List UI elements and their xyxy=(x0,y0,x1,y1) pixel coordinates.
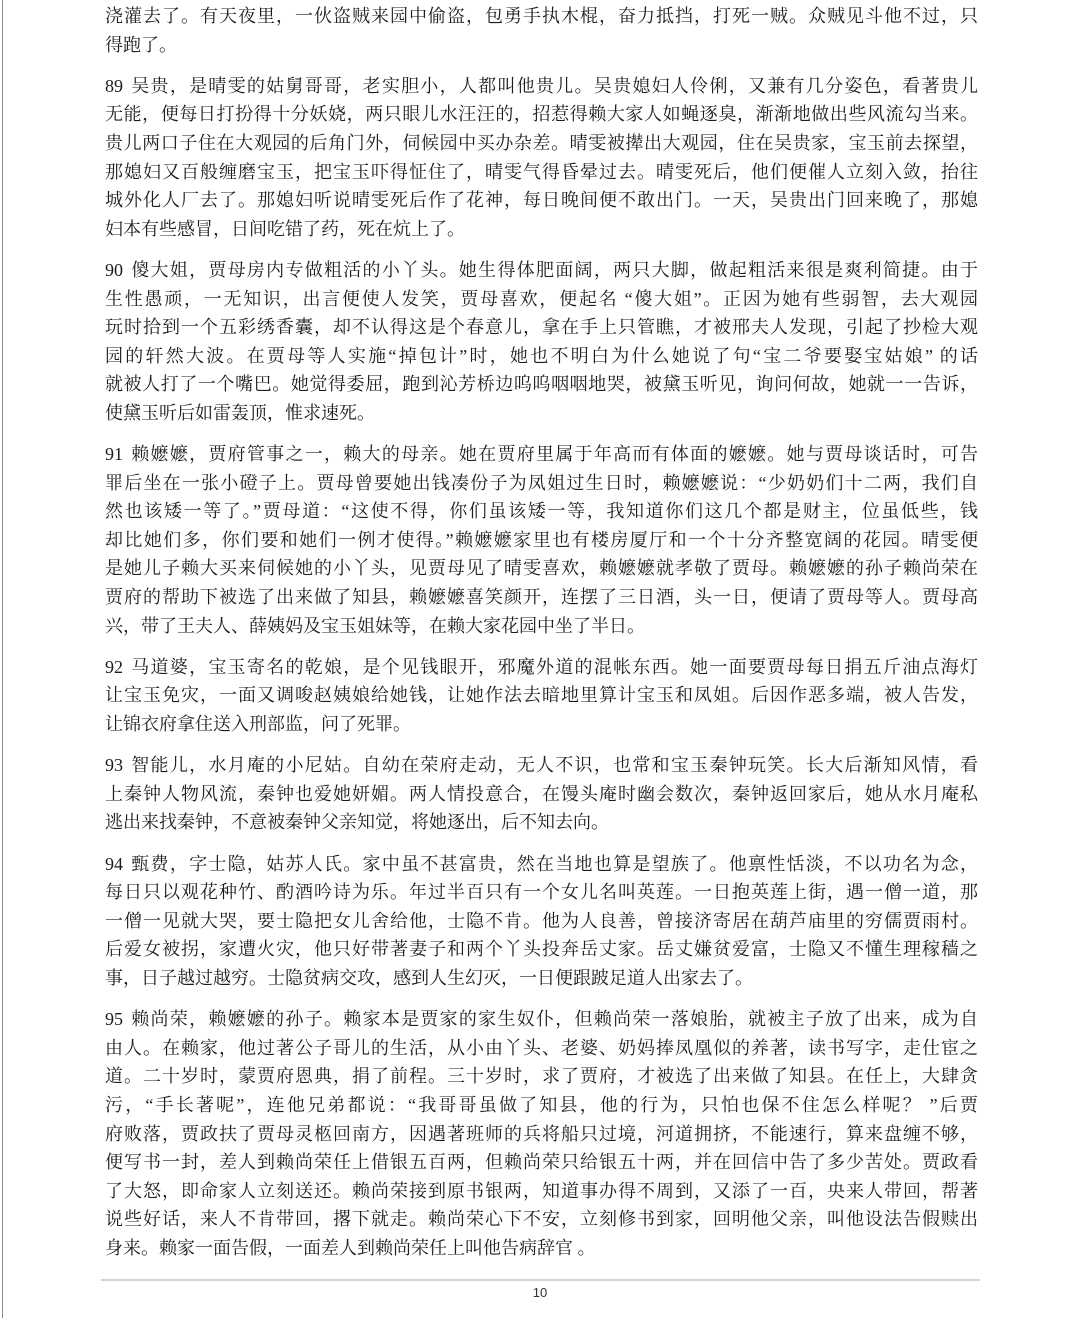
page-number: 10 xyxy=(532,1285,548,1300)
document-body xyxy=(105,2,978,1263)
entry-93 xyxy=(105,751,978,837)
text-line: 兴，带了王夫人、薛姨妈及宝玉姐妹等，在赖大家花园中坐了半日。 xyxy=(105,615,645,636)
text-line: 就被人打了一个嘴巴。她觉得委屈，跑到沁芳桥边呜呜咽咽地哭，被黛玉听见，询问何故，她就一一告诉， xyxy=(105,374,978,395)
text-line: 园的轩然大波。在贾母等人实施“掉包计”时，她也不明白为什么她说了句“宝二爷要娶宝姑娘” 的话 xyxy=(105,345,978,366)
text-line: 是她儿子赖大买来伺候她的小丫头，见贾母见了晴雯喜欢，赖嬷嬷就孝敬了贾母。赖嬷嬷的孙子赖尚荣在 xyxy=(105,558,978,579)
entry-94 xyxy=(105,850,978,993)
text-line: 无能，便每日打扮得十分妖娆，两只眼儿水汪汪的，招惹得赖大家人如蝇逐臭，渐渐地做出些风流勾当来。 xyxy=(105,104,978,125)
text-line xyxy=(105,751,978,780)
entry-90 xyxy=(105,256,978,428)
text-line-content: 傻大姐，贾母房内专做粗活的小丫头。她生得体肥面阔，两只大脚，做起粗活来很是爽利简捷。由于 xyxy=(130,259,978,280)
text-line: 府败落，贾政扶了贾母灵柩回南方，因遇著班师的兵将船只过境，河道拥挤，不能速行，算来盘缠不够， xyxy=(105,1123,978,1144)
entry-number: 93 xyxy=(105,755,123,776)
text-line: 说些好话，来人不肯带回，撂下就走。赖尚荣心下不安，立刻修书到家，回明他父亲，叫他设法告假赎出 xyxy=(105,1209,978,1230)
entry-92 xyxy=(105,653,978,739)
text-line-content: 赖嬷嬷，贾府管事之一，赖大的母亲。她在贾府里属于年高而有体面的嬷嬷。她与贾母谈话时，可告 xyxy=(130,444,978,465)
text-line: 污，“手长著呢”，连他兄弟都说：“我哥哥虽做了知县，他的行为，只怕也保不住怎么样呢？ ”后贾 xyxy=(105,1094,978,1115)
text-line: 让宝玉免灾，一面又调唆赵姨娘给她钱，让她作法去暗地里算计宝玉和凤姐。后因作恶多端，被人告发， xyxy=(105,685,978,706)
text-line xyxy=(105,1005,978,1034)
text-line: 道。二十岁时，蒙贾府恩典，捐了前程。三十岁时，求了贾府，才被选了出来做了知县。在任上，大肆贪 xyxy=(105,1066,978,1087)
text-line: 让锦衣府拿住送入刑部监，问了死罪。 xyxy=(105,714,411,735)
text-line: 每日只以观花种竹、酌酒吟诗为乐。年过半百只有一个女儿名叫英莲。一日抱英莲上街，遇一僧一道，那 xyxy=(105,882,978,903)
text-line: 一僧一见就大哭，要士隐把女儿舍给他，士隐不肯。他为人良善，曾接济寄居在葫芦庙里的穷儒贾雨村。 xyxy=(105,910,978,931)
text-line xyxy=(105,653,978,682)
text-line: 玩时拾到一个五彩绣香囊，却不认得这是个春意儿，拿在手上只管瞧，才被邢夫人发现，引起了抄检大观 xyxy=(105,317,978,338)
text-line: 城外化人厂去了。那媳妇听说晴雯死后作了花神，每日晚间便不敢出门。一天，吴贵出门回来晚了，那媳 xyxy=(105,190,978,211)
text-line xyxy=(105,440,978,469)
text-line: 由人。在赖家，他过著公子哥儿的生活，从小由丫头、老婆、奶妈捧凤凰似的养著，读书写字，走仕宦之 xyxy=(105,1037,978,1058)
text-line xyxy=(105,72,978,101)
text-line: 便写书一封，差人到赖尚荣任上借银五百两，但赖尚荣只给银五十两，并在回信中告了多少苦处。贾政看 xyxy=(105,1152,978,1173)
entry-number: 91 xyxy=(105,444,123,465)
entry-number: 95 xyxy=(105,1009,123,1030)
entry-95 xyxy=(105,1005,978,1262)
text-line: 却比她们多，你们要和她们一例才使得。”赖嬷嬷家里也有楼房厦厅和一个十分齐整宽阔的花园。晴雯便 xyxy=(105,529,978,550)
text-line-content: 赖尚荣，赖嬷嬷的孙子。赖家本是贾家的家生奴仆，但赖尚荣一落娘胎，就被主子放了出来，成为自 xyxy=(130,1009,978,1030)
text-line: 生性愚顽，一无知识，出言便使人发笑，贾母喜欢，便起名 “傻大姐”。正因为她有些弱智，去大观园 xyxy=(105,288,978,309)
footer-divider xyxy=(101,1279,980,1281)
text-line-content: 马道婆，宝玉寄名的乾娘，是个见钱眼开，邪魔外道的混帐东西。她一面要贾母每日捐五斤油点海灯 xyxy=(130,656,978,677)
text-line: 贵儿两口子住在大观园的后角门外，伺候园中买办杂差。晴雯被撵出大观园，住在吴贵家，宝玉前去探望， xyxy=(105,132,978,153)
entry-89 xyxy=(105,72,978,244)
text-line xyxy=(105,256,978,285)
text-line: 那媳妇又百般缠磨宝玉，把宝玉吓得怔住了，晴雯气得昏晕过去。晴雯死后，他们便催人立刻入敛，抬往 xyxy=(105,161,978,182)
text-line-content: 甄费，字士隐，姑苏人氏。家中虽不甚富贵，然在当地也算是望族了。他禀性恬淡，不以功名为念， xyxy=(130,853,978,874)
text-line: 后爱女被拐，家遭火灾，他只好带著妻子和两个丫头投奔岳丈家。岳丈嫌贫爱富，士隐又不懂生理稼穑之 xyxy=(105,939,978,960)
text-line: 上秦钟人物风流，秦钟也爱她妍媚。两人情投意合，在馒头庵时幽会数次，秦钟返回家后，她从水月庵私 xyxy=(105,783,978,804)
text-line: 得跑了。 xyxy=(105,34,177,55)
page-edge xyxy=(2,0,3,1318)
text-line: 浇灌去了。有天夜里，一伙盗贼来园中偷盗，包勇手执木棍，奋力抵挡，打死一贼。众贼见斗他不过，只 xyxy=(105,6,978,26)
text-line: 事，日子越过越穷。士隐贫病交攻，感到人生幻灭，一日便跟跛足道人出家去了。 xyxy=(105,967,753,988)
text-line: 罪后坐在一张小磴子上。贾母曾要她出钱凑份子为凤姐过生日时，赖嬷嬷说：“少奶奶们十二两，我们自 xyxy=(105,472,978,493)
entry-91 xyxy=(105,440,978,640)
text-line: 使黛玉听后如雷轰顶，惟求速死。 xyxy=(105,402,375,423)
text-line: 身来。赖家一面告假，一面差人到赖尚荣任上叫他告病辞官 。 xyxy=(105,1237,596,1258)
text-line: 然也该矮一等了。”贾母道：“这使不得，你们虽该矮一等，我知道你们这几个都是财主，位虽低些，钱 xyxy=(105,501,978,522)
entry-number: 92 xyxy=(105,656,123,677)
entry-number: 90 xyxy=(105,259,123,280)
text-line: 逃出来找秦钟，不意被秦钟父亲知觉，将她逐出，后不知去向。 xyxy=(105,812,609,833)
text-line: 了大怒，即命家人立刻送还。赖尚荣接到原书银两，知道事办得不周到，又添了一百，央来人带回，帮著 xyxy=(105,1180,978,1201)
text-line xyxy=(105,850,978,879)
text-line-content: 智能儿，水月庵的小尼姑。自幼在荣府走动，无人不识，也常和宝玉秦钟玩笑。长大后渐知风情，看 xyxy=(130,755,978,776)
text-line: 妇本有些感冒，日间吃错了药，死在炕上了。 xyxy=(105,218,465,239)
paragraph-continued xyxy=(105,2,978,59)
text-line: 贾府的帮助下被选了出来做了知县，赖嬷嬷喜笑颜开，连摆了三日酒，头一日，便请了贾母等人。贾母高 xyxy=(105,587,978,608)
text-line-content: 吴贵，是晴雯的姑舅哥哥，老实胆小，人都叫他贵儿。吴贵媳妇人伶俐，又兼有几分姿色，看著贵儿 xyxy=(130,75,978,96)
entry-number: 94 xyxy=(105,853,123,874)
entry-number: 89 xyxy=(105,75,123,96)
